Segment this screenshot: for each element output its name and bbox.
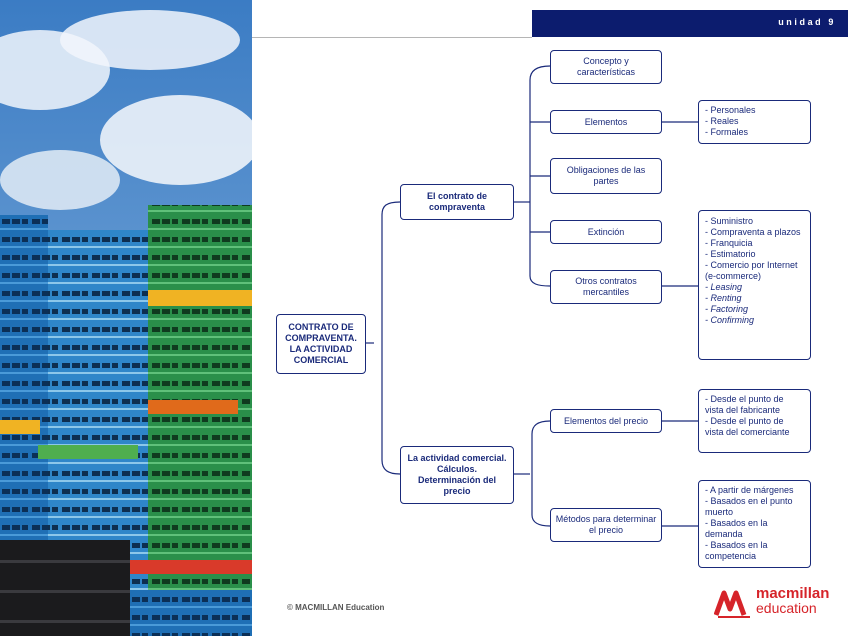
node-metodos-precio: Métodos para determinar el precio	[550, 508, 662, 542]
node-elementos: Elementos	[550, 110, 662, 134]
list-item: - Suministro	[705, 216, 754, 226]
list-elementos-precio	[698, 389, 811, 453]
node-concepto: Concepto y características	[550, 50, 662, 84]
node-elementos-precio: Elementos del precio	[550, 409, 662, 433]
node-otros-contratos: Otros contratos mercantiles	[550, 270, 662, 304]
list-item: - Basados en la competencia	[705, 540, 768, 561]
list-item: - Desde el punto de vista del fabricante	[705, 394, 784, 415]
logo-line-1: macmillan	[756, 585, 830, 602]
list-item: - Basados en el punto muerto	[705, 496, 793, 517]
branch-contrato: El contrato de compraventa	[400, 184, 514, 220]
list-item: - Personales	[705, 105, 756, 115]
list-item: - Factoring	[705, 304, 749, 314]
list-otros-contratos	[698, 210, 811, 360]
list-item: - Desde el punto de vista del comerciante	[705, 416, 790, 437]
list-item: - Comercio por Internet (e-commerce)	[705, 260, 798, 281]
root-node: CONTRATO DE COMPRAVENTA. LA ACTIVIDAD COMERCIAL	[276, 314, 366, 374]
logo-line-2: education	[756, 600, 817, 616]
list-item: - A partir de márgenes	[705, 485, 794, 495]
list-item: - Leasing	[705, 282, 743, 292]
macmillan-logo-icon	[714, 585, 754, 619]
list-elementos	[698, 100, 811, 144]
node-extincion: Extinción	[550, 220, 662, 244]
list-item: - Renting	[705, 293, 742, 303]
list-item: - Reales	[705, 116, 739, 126]
list-item: - Basados en la demanda	[705, 518, 768, 539]
copyright-text: © MACMILLAN Education	[287, 603, 385, 612]
list-item: - Franquicia	[705, 238, 753, 248]
list-metodos-precio	[698, 480, 811, 568]
branch-actividad: La actividad comercial. Cálculos. Determinación del precio	[400, 446, 514, 504]
list-item: - Formales	[705, 127, 749, 137]
list-item: - Compraventa a plazos	[705, 227, 801, 237]
list-item: - Confirming	[705, 315, 755, 325]
unit-label: unidad 9	[778, 17, 836, 27]
node-obligaciones: Obligaciones de las partes	[550, 158, 662, 194]
macmillan-logo	[714, 584, 828, 620]
list-item: - Estimatorio	[705, 249, 756, 259]
